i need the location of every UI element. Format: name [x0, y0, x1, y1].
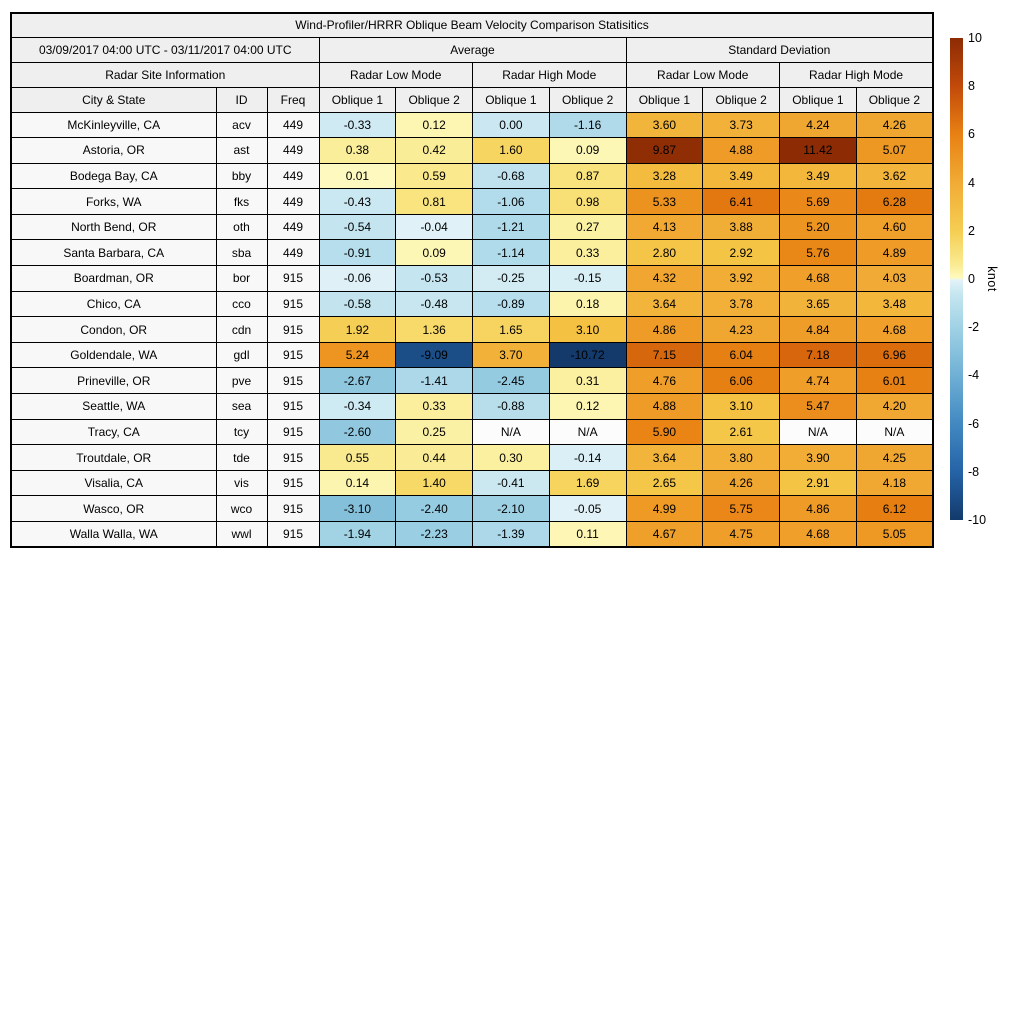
value-cell: 0.25: [396, 419, 473, 445]
value-cell: -0.14: [549, 445, 626, 471]
value-cell: 6.41: [703, 189, 780, 215]
value-cell: 5.20: [780, 214, 857, 240]
value-cell: N/A: [856, 419, 933, 445]
value-cell: 3.48: [856, 291, 933, 317]
value-cell: N/A: [780, 419, 857, 445]
value-cell: 4.68: [780, 522, 857, 548]
value-cell: 3.49: [703, 163, 780, 189]
value-cell: -0.48: [396, 291, 473, 317]
value-cell: 6.04: [703, 342, 780, 368]
value-cell: 4.25: [856, 445, 933, 471]
table-row: [11, 266, 933, 292]
value-cell: 3.64: [626, 445, 703, 471]
site-id-cell: tde: [216, 445, 267, 471]
site-id-cell: tcy: [216, 419, 267, 445]
value-cell: -0.54: [319, 214, 396, 240]
value-cell: 3.10: [549, 317, 626, 343]
value-cell: -0.43: [319, 189, 396, 215]
mode-header-avg-low: Radar Low Mode: [319, 62, 473, 87]
value-cell: 3.90: [780, 445, 857, 471]
value-cell: -0.58: [319, 291, 396, 317]
table-row: [11, 240, 933, 266]
value-cell: 5.69: [780, 189, 857, 215]
value-cell: -0.25: [473, 266, 550, 292]
value-cell: -0.33: [319, 112, 396, 138]
site-id-cell: fks: [216, 189, 267, 215]
value-cell: -0.41: [473, 470, 550, 496]
table-row: [11, 342, 933, 368]
colorbar-gradient: [950, 38, 963, 520]
value-cell: 0.09: [549, 138, 626, 164]
value-cell: -1.41: [396, 368, 473, 394]
value-cell: 4.86: [780, 496, 857, 522]
site-id-cell: cdn: [216, 317, 267, 343]
table-row: [11, 368, 933, 394]
value-cell: 11.42: [780, 138, 857, 164]
value-cell: -0.53: [396, 266, 473, 292]
value-cell: 1.40: [396, 470, 473, 496]
freq-cell: 449: [267, 189, 319, 215]
city-cell: Wasco, OR: [11, 496, 216, 522]
value-cell: 5.75: [703, 496, 780, 522]
value-cell: 4.89: [856, 240, 933, 266]
mode-header-sd-low: Radar Low Mode: [626, 62, 780, 87]
value-cell: 1.36: [396, 317, 473, 343]
freq-cell: 915: [267, 394, 319, 420]
city-cell: Astoria, OR: [11, 138, 216, 164]
value-cell: 3.70: [473, 342, 550, 368]
statistics-table: [10, 12, 934, 548]
value-cell: 4.20: [856, 394, 933, 420]
value-cell: N/A: [549, 419, 626, 445]
value-cell: -1.06: [473, 189, 550, 215]
site-id-cell: vis: [216, 470, 267, 496]
freq-cell: 915: [267, 291, 319, 317]
value-cell: 4.18: [856, 470, 933, 496]
city-cell: Prineville, OR: [11, 368, 216, 394]
freq-cell: 915: [267, 266, 319, 292]
column-header-city-state: City & State: [11, 87, 216, 112]
colorbar-tick: 0: [968, 272, 975, 286]
colorbar: [950, 38, 963, 520]
colorbar-tick: -2: [968, 320, 980, 335]
column-header-oblique: Oblique 2: [396, 87, 473, 112]
city-cell: Visalia, CA: [11, 470, 216, 496]
value-cell: 4.75: [703, 522, 780, 548]
value-cell: 4.84: [780, 317, 857, 343]
value-cell: 0.18: [549, 291, 626, 317]
colorbar-tick: 10: [968, 31, 982, 45]
value-cell: -1.16: [549, 112, 626, 138]
colorbar-tick: -4: [968, 368, 980, 383]
value-cell: 4.13: [626, 214, 703, 240]
freq-cell: 449: [267, 240, 319, 266]
table-body: [11, 112, 933, 547]
table-row: [11, 291, 933, 317]
freq-cell: 915: [267, 368, 319, 394]
value-cell: 4.24: [780, 112, 857, 138]
column-header-id: ID: [216, 87, 267, 112]
value-cell: 5.05: [856, 522, 933, 548]
value-cell: -2.67: [319, 368, 396, 394]
table-row: [11, 163, 933, 189]
value-cell: 3.10: [703, 394, 780, 420]
value-cell: 0.59: [396, 163, 473, 189]
colorbar-tick: -10: [968, 513, 987, 527]
value-cell: -0.06: [319, 266, 396, 292]
site-id-cell: cco: [216, 291, 267, 317]
value-cell: 4.60: [856, 214, 933, 240]
value-cell: 0.11: [549, 522, 626, 548]
table-title: Wind-Profiler/HRRR Oblique Beam Velocity Comparison Statisitics: [11, 13, 933, 37]
value-cell: 3.65: [780, 291, 857, 317]
freq-cell: 915: [267, 496, 319, 522]
value-cell: 5.24: [319, 342, 396, 368]
freq-cell: 915: [267, 317, 319, 343]
value-cell: 0.12: [396, 112, 473, 138]
freq-cell: 449: [267, 112, 319, 138]
value-cell: 0.12: [549, 394, 626, 420]
mode-header-row: [11, 62, 933, 87]
value-cell: 7.15: [626, 342, 703, 368]
value-cell: 0.81: [396, 189, 473, 215]
value-cell: -2.45: [473, 368, 550, 394]
table-row: [11, 317, 933, 343]
value-cell: 3.49: [780, 163, 857, 189]
city-cell: Forks, WA: [11, 189, 216, 215]
value-cell: 0.31: [549, 368, 626, 394]
value-cell: -0.15: [549, 266, 626, 292]
table-row: [11, 522, 933, 548]
table-row: [11, 419, 933, 445]
site-id-cell: wwl: [216, 522, 267, 548]
table-row: [11, 214, 933, 240]
value-cell: 2.65: [626, 470, 703, 496]
city-cell: Chico, CA: [11, 291, 216, 317]
city-cell: Condon, OR: [11, 317, 216, 343]
value-cell: -1.21: [473, 214, 550, 240]
value-cell: -1.94: [319, 522, 396, 548]
colorbar-tick: -6: [968, 416, 980, 431]
colorbar-tick: 2: [968, 223, 975, 238]
value-cell: -2.10: [473, 496, 550, 522]
value-cell: 0.38: [319, 138, 396, 164]
value-cell: 5.76: [780, 240, 857, 266]
table-row: [11, 138, 933, 164]
column-header-oblique: Oblique 1: [780, 87, 857, 112]
table-row: [11, 112, 933, 138]
table-row: [11, 445, 933, 471]
date-range-label: 03/09/2017 04:00 UTC - 03/11/2017 04:00 UTC: [11, 37, 319, 62]
value-cell: 6.06: [703, 368, 780, 394]
colorbar-tick: 4: [968, 175, 975, 190]
value-cell: 3.28: [626, 163, 703, 189]
value-cell: 2.92: [703, 240, 780, 266]
value-cell: 4.68: [780, 266, 857, 292]
value-cell: -0.68: [473, 163, 550, 189]
value-cell: 4.99: [626, 496, 703, 522]
city-cell: North Bend, OR: [11, 214, 216, 240]
colorbar-tick: 6: [968, 127, 975, 142]
value-cell: 2.80: [626, 240, 703, 266]
city-cell: Troutdale, OR: [11, 445, 216, 471]
city-cell: Goldendale, WA: [11, 342, 216, 368]
freq-cell: 915: [267, 445, 319, 471]
value-cell: 4.67: [626, 522, 703, 548]
table-row: [11, 470, 933, 496]
column-header-oblique: Oblique 1: [319, 87, 396, 112]
value-cell: -2.60: [319, 419, 396, 445]
value-cell: -0.04: [396, 214, 473, 240]
site-id-cell: pve: [216, 368, 267, 394]
value-cell: 5.47: [780, 394, 857, 420]
group-header-row: [11, 37, 933, 62]
value-cell: 0.27: [549, 214, 626, 240]
value-cell: 4.26: [856, 112, 933, 138]
freq-cell: 915: [267, 522, 319, 548]
freq-cell: 915: [267, 419, 319, 445]
value-cell: 0.33: [396, 394, 473, 420]
city-cell: Tracy, CA: [11, 419, 216, 445]
site-id-cell: bor: [216, 266, 267, 292]
site-id-cell: acv: [216, 112, 267, 138]
value-cell: 6.28: [856, 189, 933, 215]
title-row: [11, 13, 933, 37]
column-header-freq: Freq: [267, 87, 319, 112]
freq-cell: 449: [267, 163, 319, 189]
city-cell: Bodega Bay, CA: [11, 163, 216, 189]
value-cell: 4.74: [780, 368, 857, 394]
colorbar-tick: -8: [968, 464, 980, 479]
site-id-cell: gdl: [216, 342, 267, 368]
value-cell: 3.64: [626, 291, 703, 317]
value-cell: -2.23: [396, 522, 473, 548]
value-cell: 0.87: [549, 163, 626, 189]
value-cell: N/A: [473, 419, 550, 445]
value-cell: -10.72: [549, 342, 626, 368]
value-cell: 4.88: [703, 138, 780, 164]
value-cell: 3.88: [703, 214, 780, 240]
value-cell: 1.60: [473, 138, 550, 164]
city-cell: Boardman, OR: [11, 266, 216, 292]
value-cell: 0.30: [473, 445, 550, 471]
value-cell: -2.40: [396, 496, 473, 522]
site-id-cell: wco: [216, 496, 267, 522]
value-cell: 2.61: [703, 419, 780, 445]
value-cell: -0.34: [319, 394, 396, 420]
value-cell: -0.05: [549, 496, 626, 522]
city-cell: McKinleyville, CA: [11, 112, 216, 138]
value-cell: -0.91: [319, 240, 396, 266]
value-cell: -1.39: [473, 522, 550, 548]
column-header-oblique: Oblique 1: [473, 87, 550, 112]
site-id-cell: oth: [216, 214, 267, 240]
group-header-average: Average: [319, 37, 626, 62]
value-cell: 0.42: [396, 138, 473, 164]
value-cell: -1.14: [473, 240, 550, 266]
value-cell: 4.76: [626, 368, 703, 394]
column-header-oblique: Oblique 2: [703, 87, 780, 112]
colorbar-unit-label: knot: [985, 266, 999, 292]
value-cell: 0.98: [549, 189, 626, 215]
value-cell: 3.62: [856, 163, 933, 189]
value-cell: 3.92: [703, 266, 780, 292]
value-cell: 0.14: [319, 470, 396, 496]
column-header-oblique: Oblique 1: [626, 87, 703, 112]
value-cell: -0.88: [473, 394, 550, 420]
column-header-oblique: Oblique 2: [549, 87, 626, 112]
table-row: [11, 394, 933, 420]
site-info-header: Radar Site Information: [11, 62, 319, 87]
value-cell: 6.01: [856, 368, 933, 394]
column-header-oblique: Oblique 2: [856, 87, 933, 112]
value-cell: -9.09: [396, 342, 473, 368]
value-cell: 4.68: [856, 317, 933, 343]
freq-cell: 915: [267, 342, 319, 368]
column-header-row: [11, 87, 933, 112]
city-cell: Seattle, WA: [11, 394, 216, 420]
value-cell: 3.80: [703, 445, 780, 471]
value-cell: 9.87: [626, 138, 703, 164]
value-cell: 6.96: [856, 342, 933, 368]
value-cell: 4.03: [856, 266, 933, 292]
value-cell: 4.26: [703, 470, 780, 496]
site-id-cell: sba: [216, 240, 267, 266]
table-row: [11, 496, 933, 522]
value-cell: 4.88: [626, 394, 703, 420]
freq-cell: 449: [267, 214, 319, 240]
freq-cell: 449: [267, 138, 319, 164]
value-cell: 4.32: [626, 266, 703, 292]
value-cell: 0.55: [319, 445, 396, 471]
value-cell: -0.89: [473, 291, 550, 317]
value-cell: 4.86: [626, 317, 703, 343]
value-cell: 4.23: [703, 317, 780, 343]
value-cell: 0.44: [396, 445, 473, 471]
value-cell: 1.65: [473, 317, 550, 343]
value-cell: 1.92: [319, 317, 396, 343]
value-cell: 1.69: [549, 470, 626, 496]
value-cell: 7.18: [780, 342, 857, 368]
value-cell: 3.60: [626, 112, 703, 138]
colorbar-tick: 8: [968, 79, 975, 94]
group-header-standard-deviation: Standard Deviation: [626, 37, 933, 62]
freq-cell: 915: [267, 470, 319, 496]
site-id-cell: sea: [216, 394, 267, 420]
site-id-cell: ast: [216, 138, 267, 164]
table-row: [11, 189, 933, 215]
value-cell: 0.00: [473, 112, 550, 138]
mode-header-avg-high: Radar High Mode: [473, 62, 627, 87]
value-cell: 0.09: [396, 240, 473, 266]
mode-header-sd-high: Radar High Mode: [780, 62, 934, 87]
value-cell: 3.78: [703, 291, 780, 317]
value-cell: -3.10: [319, 496, 396, 522]
city-cell: Walla Walla, WA: [11, 522, 216, 548]
value-cell: 6.12: [856, 496, 933, 522]
value-cell: 5.33: [626, 189, 703, 215]
value-cell: 5.90: [626, 419, 703, 445]
site-id-cell: bby: [216, 163, 267, 189]
value-cell: 0.33: [549, 240, 626, 266]
value-cell: 0.01: [319, 163, 396, 189]
value-cell: 2.91: [780, 470, 857, 496]
value-cell: 3.73: [703, 112, 780, 138]
value-cell: 5.07: [856, 138, 933, 164]
city-cell: Santa Barbara, CA: [11, 240, 216, 266]
